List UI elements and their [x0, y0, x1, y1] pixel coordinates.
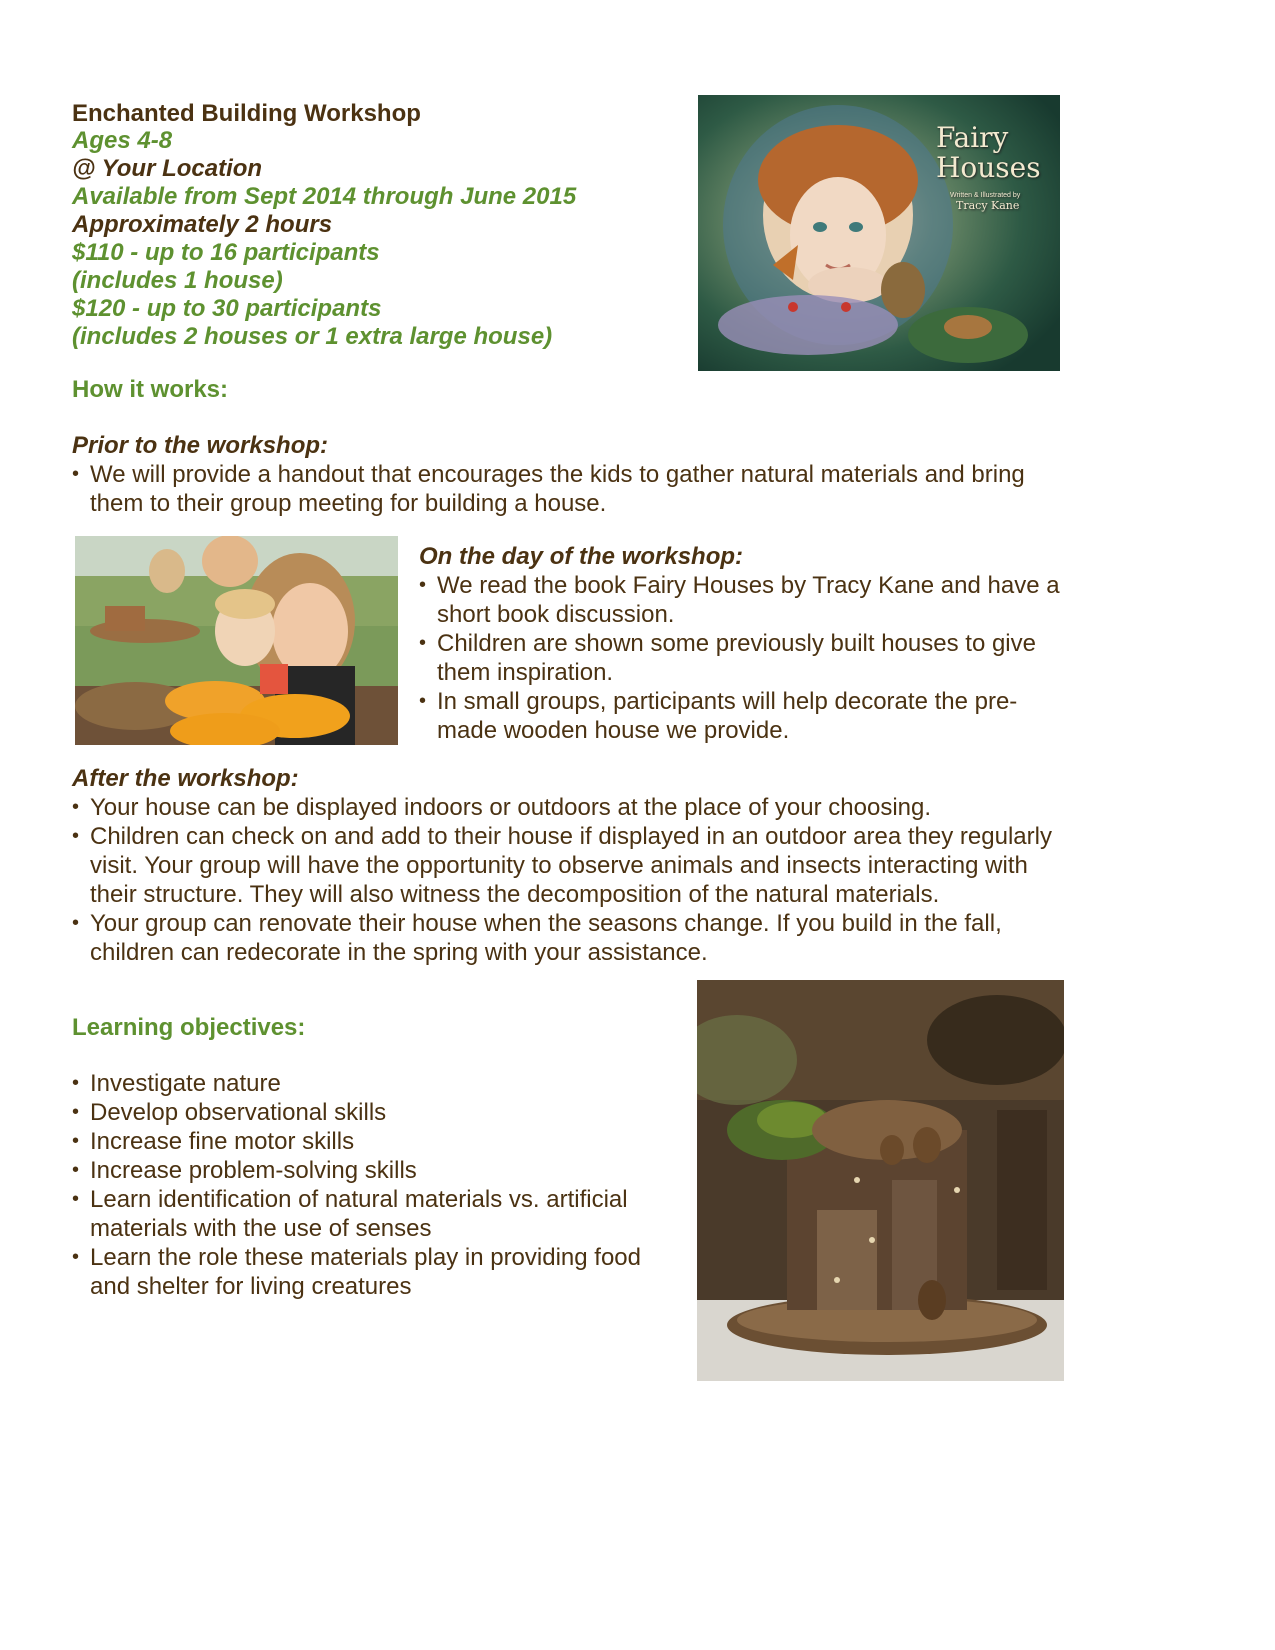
- after-heading: After the workshop:: [72, 765, 299, 792]
- list-item: • We read the book Fairy Houses by Tracy Kane and have a short book discussion.: [419, 571, 1060, 629]
- list-item: • Your house can be displayed indoors or outdoors at the place of your choosing.: [72, 793, 1052, 822]
- cover-title-line1: Fairy: [936, 121, 1009, 154]
- list-item: • We will provide a handout that encourages the kids to gather natural materials and bring them to their group meeting for building a house.: [72, 460, 1025, 518]
- cover-credit: Written & Illustrated by: [950, 192, 1021, 199]
- how-it-works-heading: How it works:: [72, 376, 229, 403]
- cover-author: Tracy Kane: [956, 199, 1020, 212]
- duration-line: Approximately 2 hours: [72, 211, 333, 238]
- price-1-note: (includes 1 house): [72, 267, 283, 294]
- workshop-title: Enchanted Building Workshop: [72, 100, 421, 127]
- list-item: • In small groups, participants will help decorate the pre- made wooden house we provide.: [419, 687, 1060, 745]
- day-of-heading: On the day of the workshop:: [419, 543, 744, 570]
- fairy-houses-book-cover: [698, 95, 1060, 371]
- objectives-heading: Learning objectives:: [72, 1014, 306, 1041]
- fairy-house-photo: [697, 980, 1064, 1381]
- list-item: • Increase problem-solving skills: [72, 1156, 641, 1185]
- after-list: [72, 793, 1052, 967]
- list-item: • Children are shown some previously built houses to give them inspiration.: [419, 629, 1060, 687]
- day-of-list: [419, 571, 1060, 745]
- list-item: • Learn the role these materials play in providing food and shelter for living creatures: [72, 1243, 641, 1301]
- list-item: • Children can check on and add to their house if displayed in an outdoor area they regularly visit. Your group will have the opportunity to observe animals and insects interacting with their structure. They will also witness the decomposition of the natural materials.: [72, 822, 1052, 909]
- availability-line: Available from Sept 2014 through June 2015: [72, 183, 577, 210]
- price-2: $120 - up to 30 participants: [72, 295, 382, 322]
- price-1: $110 - up to 16 participants: [72, 239, 380, 266]
- location-line: @ Your Location: [72, 155, 263, 182]
- ages-line: Ages 4-8: [72, 127, 173, 154]
- list-item: • Increase fine motor skills: [72, 1127, 641, 1156]
- prior-list: [72, 460, 1025, 518]
- children-building-photo: [75, 536, 398, 745]
- cover-title-line2: Houses: [936, 151, 1041, 184]
- list-item: • Learn identification of natural materials vs. artificial materials with the use of senses: [72, 1185, 641, 1243]
- list-item: • Investigate nature: [72, 1069, 641, 1098]
- prior-heading: Prior to the workshop:: [72, 432, 329, 459]
- list-item: • Develop observational skills: [72, 1098, 641, 1127]
- price-2-note: (includes 2 houses or 1 extra large house): [72, 323, 553, 350]
- objectives-list: [72, 1069, 641, 1301]
- list-item: • Your group can renovate their house when the seasons change. If you build in the fall, children can redecorate in the spring with your assistance.: [72, 909, 1052, 967]
